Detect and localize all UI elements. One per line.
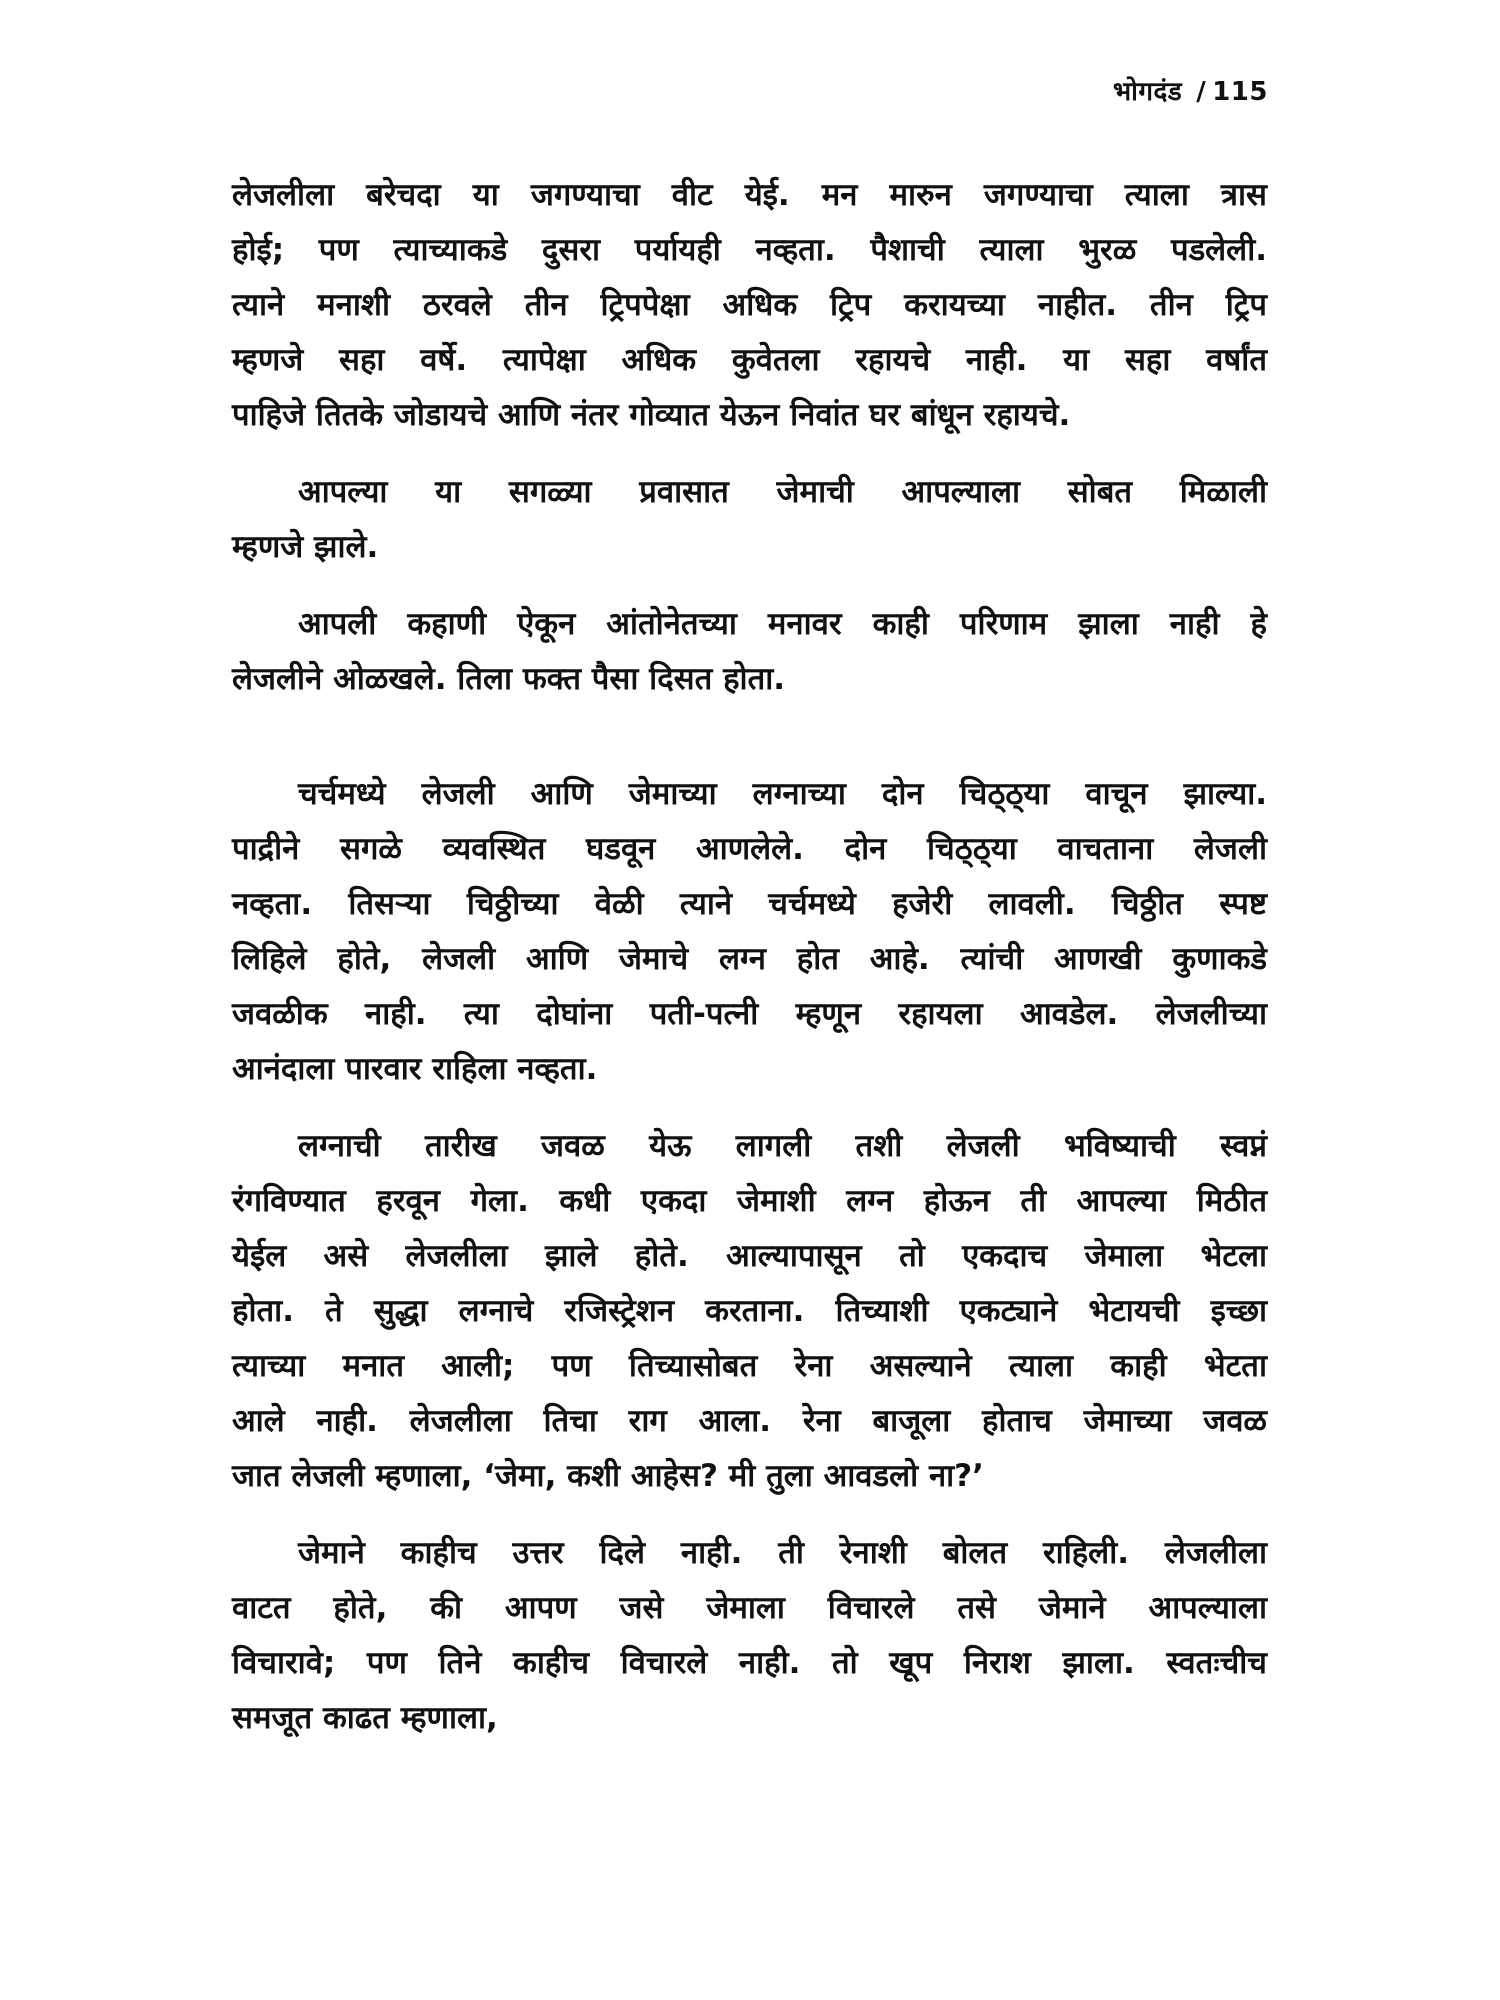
text-line: जात लेजली म्हणाला, ‘जेमा, कशी आहेस? मी तुला आवडलो ना?’ bbox=[232, 1458, 984, 1494]
text-line: आपल्या या सगळ्या प्रवासात जेमाची आपल्याला सोबत मिळाली bbox=[298, 474, 1267, 510]
text-line: जवळीक नाही. त्या दोघांना पती-पत्नी म्हणून रहायला आवडेल. लेजलीच्या bbox=[232, 996, 1267, 1032]
text-line: समजूत काढत म्हणाला, bbox=[232, 1700, 498, 1736]
text-line: रंगविण्यात हरवून गेला. कधी एकदा जेमाशी लग्न होऊन ती आपल्या मिठीत bbox=[232, 1183, 1267, 1219]
header-separator: / bbox=[1196, 77, 1207, 107]
paragraph bbox=[232, 1526, 1267, 1746]
text-line: होई; पण त्याच्याकडे दुसरा पर्यायही नव्हता. पैशाची त्याला भुरळ पडलेली. bbox=[232, 232, 1267, 268]
text-line: त्याच्या मनात आली; पण तिच्यासोबत रेना असल्याने त्याला काही भेटता bbox=[232, 1348, 1267, 1384]
text-line: चर्चमध्ये लेजली आणि जेमाच्या लग्नाच्या दोन चिठ्ठ्या वाचून झाल्या. bbox=[298, 776, 1267, 812]
text-line: जेमाने काहीच उत्तर दिले नाही. ती रेनाशी बोलत राहिली. लेजलीला bbox=[298, 1535, 1267, 1571]
text-line: होता. ते सुद्धा लग्नाचे रजिस्ट्रेशन करताना. तिच्याशी एकट्याने भेटायची इच्छा bbox=[232, 1293, 1267, 1329]
paragraph bbox=[232, 597, 1267, 707]
paragraph bbox=[232, 1119, 1267, 1504]
text-line: लेजलीला बरेचदा या जगण्याचा वीट येई. मन मारुन जगण्याचा त्याला त्रास bbox=[232, 177, 1267, 213]
text-line: लग्नाची तारीख जवळ येऊ लागली तशी लेजली भविष्याची स्वप्नं bbox=[298, 1128, 1267, 1164]
paragraph bbox=[232, 168, 1267, 443]
text-line: आनंदाला पारवार राहिला नव्हता. bbox=[232, 1051, 598, 1087]
text-line: पाहिजे तितके जोडायचे आणि नंतर गोव्यात येऊन निवांत घर बांधून रहायचे. bbox=[232, 397, 1071, 433]
text-line: त्याने मनाशी ठरवले तीन ट्रिपपेक्षा अधिक ट्रिप करायच्या नाहीत. तीन ट्रिप bbox=[232, 287, 1267, 323]
text-line: लेजलीने ओळखले. तिला फक्त पैसा दिसत होता. bbox=[232, 661, 786, 697]
text-line: म्हणजे सहा वर्षे. त्यापेक्षा अधिक कुवेतला रहायचे नाही. या सहा वर्षांत bbox=[232, 342, 1267, 378]
text-line: म्हणजे झाले. bbox=[232, 529, 379, 565]
body-text bbox=[232, 168, 1267, 1746]
running-title: भोगदंड bbox=[1112, 77, 1183, 107]
paragraph bbox=[232, 767, 1267, 1097]
paragraph bbox=[232, 465, 1267, 575]
page-number: 115 bbox=[1212, 77, 1268, 107]
text-line: नव्हता. तिसऱ्या चिठ्ठीच्या वेळी त्याने चर्चमध्ये हजेरी लावली. चिठ्ठीत स्पष्ट bbox=[232, 886, 1267, 922]
text-line: लिहिले होते, लेजली आणि जेमाचे लग्न होत आहे. त्यांची आणखी कुणाकडे bbox=[232, 941, 1267, 977]
text-line: आपली कहाणी ऐकून आंतोनेतच्या मनावर काही परिणाम झाला नाही हे bbox=[298, 606, 1267, 642]
running-header bbox=[1113, 72, 1268, 108]
text-line: आले नाही. लेजलीला तिचा राग आला. रेना बाजूला होताच जेमाच्या जवळ bbox=[232, 1403, 1267, 1439]
text-line: पाद्रीने सगळे व्यवस्थित घडवून आणलेले. दोन चिठ्ठ्या वाचताना लेजली bbox=[232, 831, 1267, 867]
text-line: वाटत होते, की आपण जसे जेमाला विचारले तसे जेमाने आपल्याला bbox=[232, 1590, 1267, 1626]
text-line: विचारावे; पण तिने काहीच विचारले नाही. तो खूप निराश झाला. स्वतःचीच bbox=[232, 1645, 1267, 1681]
text-line: येईल असे लेजलीला झाले होते. आल्यापासून तो एकदाच जेमाला भेटला bbox=[232, 1238, 1267, 1274]
